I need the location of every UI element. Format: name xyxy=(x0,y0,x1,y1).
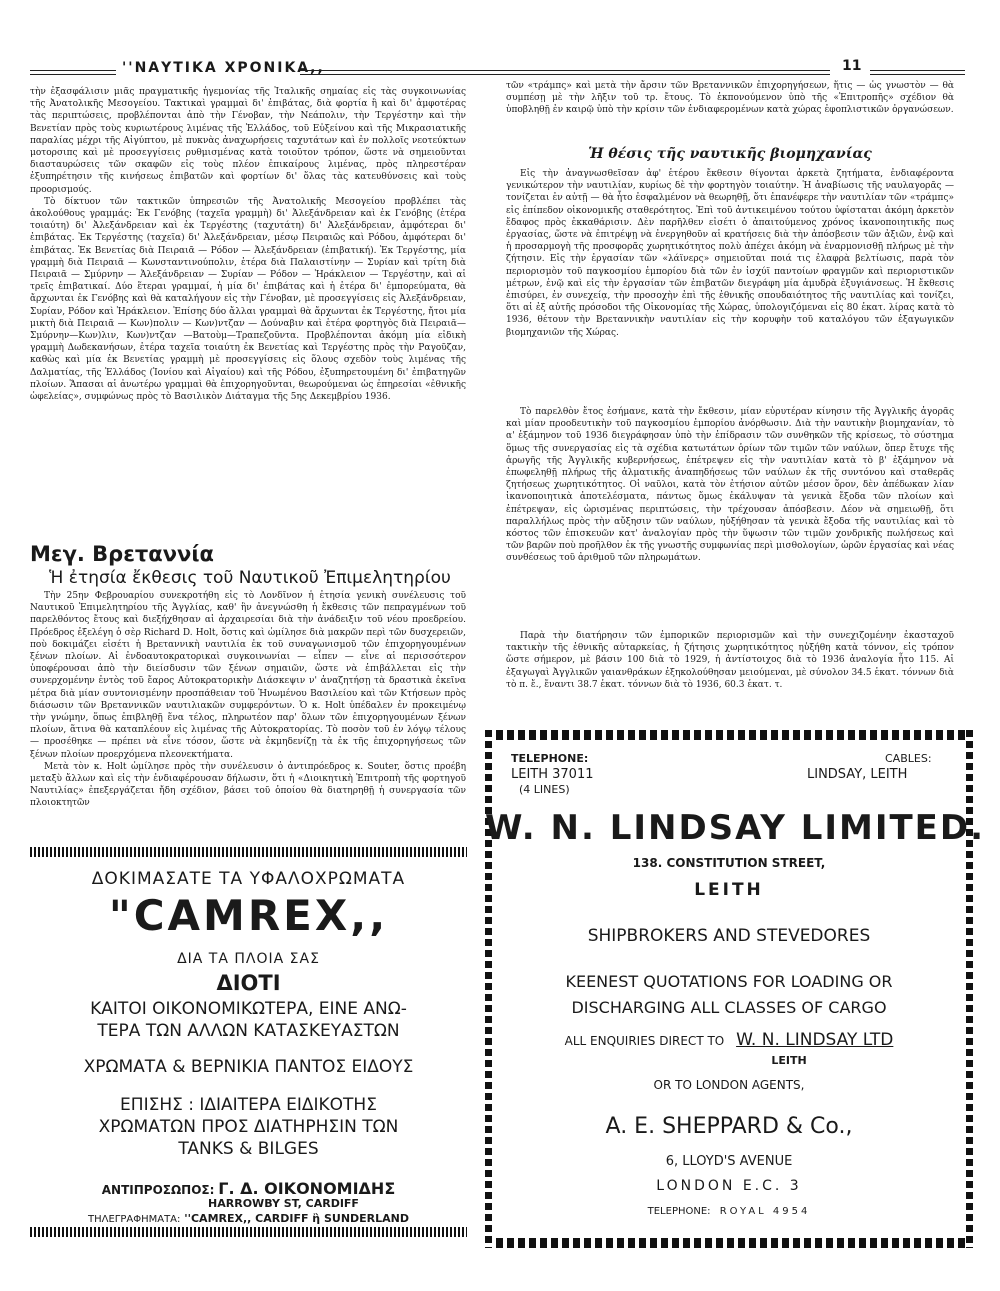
article-paragraph: τὴν ἐξασφάλισιν μιᾶς πραγματικῆς ἡγεμονίας τῆς Ἰταλικῆς σημαίας εἰς τὰς συγκοινωνίας τῆς Ἀνατολικῆς Μεσογείου. Τακτικαὶ γραμμαὶ δι' ἐπιβάτας, διὰ φορτία ἢ καὶ δι' ἀμφοτέρας τὰς περιπτώσεις, προβλέπονται ἀπὸ τὴν Γένοβαν, τὴν Νεάπολιν, τὴν Τεργέστην καὶ τὴν Βενετίαν πρὸς τοὺς κυριωτέρους λιμένας τῆς Ἑλλάδος, τοῦ Εὐξείνου καὶ τῆς Μικρασιατικῆς παραλίας μέχρι τῆς Αἰγύπτου, μὲ πυκνὰς ἀναχωρήσεις ταχυτάτων καὶ ἐν πολλοῖς νεοτεύκτων μοτορσιπς καὶ μὲ προσεγγίσεις ρυθμισμένας κατὰ τοιοῦτον τρόπον, ὥστε νὰ σημειοῦνται διασταυρώσεις τῶν σκαφῶν εἰς τοὺς πλέον ἐπικαίρους λιμένας, πρὸς πληρεστέραν ἐξυπηρέτησιν τῆς κινήσεως ἐπιβατῶν καὶ φορτίων δι' ὅλας τὰς κατευθύνσεις καὶ τοὺς προορισμούς. xyxy=(30,87,466,195)
article-paragraph: Μετὰ τὸν κ. Holt ὡμίλησε πρὸς τὴν συνέλευσιν ὁ ἀντιπρόεδρος κ. Souter, ὅστις προέβη μεταξὺ ἄλλων καὶ εἰς τὴν ἐνδιαφέρουσαν δήλωσιν, ὅτι ἡ «Διοικητικὴ Ἐπιτροπὴ τῆς φορτηγοῦ Ναυτιλίας» ἐπεξεργάζεται ἤδη σχέδιον, βάσει τοῦ ὁποίου θὰ διατηρηθῇ ἡ συνεργασία τῶν πλοιοκτητῶν xyxy=(30,761,466,809)
article-paragraph: Τὸ παρελθὸν ἔτος ἐσήμανε, κατὰ τὴν ἔκθεσιν, μίαν εὐρυτέραν κίνησιν τῆς Ἀγγλικῆς ἀγορᾶς καὶ μίαν προοδευτικὴν τοῦ παγκοσμίου ἐμπορίου ἀνόρθωσιν. Διὰ τὴν ναυτικὴν βιομηχανίαν, τὸ α' ἑξάμηνον τοῦ 1936 διεγράφησαν ὑπὸ τὴν ἐπίδρασιν τῶν συνθηκῶν τῆς κρίσεως, τὸ σύστημα ὅμως τῆς συνεργασίας εἰς τὰ σχέδια κατωτάτων ὁρίων τῶν τιμῶν τῶν ναύλων, ὅπερ ἔτυχε τῆς ἀρωγῆς τῆς Ἀγγλικῆς κυβερνήσεως, ἐπέτρεψεν εἰς τὴν ναυτιλίαν κατὰ τὸ β' ἑξάμηνον νὰ ἐπωφεληθῇ πλήρως τῆς ἀλματικῆς ἀναπηδήσεως τῶν ναύλων ἐκ τῆς συντόνου καὶ σταθερᾶς ζητήσεως χωρητικότητος. Οἱ ναῦλοι, κατὰ τὸν ἐτήσιον αὐτῶν μέσον ὅρον, δὲν ἀπέδωκαν λίαν ἱκανοποιητικὰ ἀποτελέσματα, πάντως ὅμως ἐκάλυψαν τὰ γενικὰ ἔξοδα τῶν πλοίων καὶ ἐπέτρεψαν, εἰς ὡρισμένας περιπτώσεις, τὴν τρέχουσαν ἀπόσβεσιν. Δέον νὰ σημειωθῇ, ὅτι παραλλήλως πρὸς τὴν αὔξησιν τῶν ναύλων, ηὐξήθησαν τὰ γενικὰ ἔξοδα τῆς ναυτιλίας καὶ τὸ κόστος τῶν ἐπισκευῶν κατ' ἀναλογίαν πρὸς τὴν ὕψωσιν τῶν τιμῶν χονδρικῆς πωλήσεως καὶ τῶν βαρῶν ποὺ προῆλθον ἐκ τῆς γνωστῆς συμφωνίας περὶ μισθολογίων, ὡρῶν ἐργασίας καὶ νέας συνθέσεως τοῦ ἀριθμοῦ τῶν πληρωμάτων. xyxy=(506,407,954,564)
agent-address: HARROWBY ST, CARDIFF xyxy=(208,1197,359,1210)
header-rule-right xyxy=(870,70,965,75)
cables-value: LINDSAY, LEITH xyxy=(807,767,908,782)
ad-border-bottom xyxy=(485,1238,973,1248)
article-heading: Ἡ θέσις τῆς ναυτικῆς βιομηχανίας xyxy=(588,146,872,162)
telegram-line xyxy=(30,1212,467,1225)
company-address: 138. CONSTITUTION STREET, xyxy=(632,856,826,870)
ad-line: ΤΕΡΑ ΤΩΝ ΑΛΛΩΝ ΚΑΤΑΣΚΕΥΑΣΤΩΝ xyxy=(97,1021,400,1041)
ad-line: ΧΡΩΜΑΤΩΝ ΠΡΟΣ ΔΙΑΤΗΡΗΣΙΝ ΤΩΝ xyxy=(98,1117,399,1137)
industry-article-cont xyxy=(506,406,954,626)
journal-title: ''ΝΑΥΤΙΚΑ ΧΡΟΝΙΚΑ,, xyxy=(122,60,325,76)
ad-line: ΧΡΩΜΑΤΑ & ΒΕΡΝΙΚΙΑ ΠΑΝΤΟΣ ΕΙΔΟΥΣ xyxy=(83,1057,414,1077)
brand-name: "CAMREX,, xyxy=(108,891,389,940)
agent-company: A. E. SHEPPARD & Co., xyxy=(605,1114,853,1139)
lindsay-advertisement xyxy=(485,730,986,1248)
cables-label: CABLES: xyxy=(885,752,932,765)
agent-line xyxy=(30,1179,467,1198)
agent-address: 6, LLOYD'S AVENUE xyxy=(665,1154,793,1169)
telephone-lines: (4 LINES) xyxy=(519,783,570,796)
header-rule-middle xyxy=(300,70,830,75)
agent-city: LONDON E.C. 3 xyxy=(656,1178,802,1194)
agent-label: ΑΝΤΙΠΡΟΣΩΠΟΣ: xyxy=(101,1183,215,1197)
section-heading: Μεγ. Βρεταννία xyxy=(30,542,214,566)
page-number: 11 xyxy=(842,58,862,74)
ad-border-top xyxy=(30,847,467,857)
article-paragraph: Τὴν 25ην Φεβρουαρίου συνεκροτήθη εἰς τὸ Λονδῖνον ἡ ἐτησία γενικὴ συνέλευσις τοῦ Ναυτικοῦ Ἐπιμελητηρίου τῆς Ἀγγλίας, καθ' ἣν ἀνεγνώσθη ἡ ἔκθεσις τῶν πεπραγμένων τοῦ παρελθόντος ἔτους καὶ διεξήχθησαν αἱ ἀρχαιρεσίαι διὰ τὴν ἀνάδειξιν τοῦ νέου προεδρείου. Πρόεδρος ἐξελέγη ὁ σὲρ Richard D. Holt, ὅστις καὶ ὡμίλησε διὰ μακρῶν περὶ τῶν δυσχερειῶν, ποὺ δοκιμάζει εἰσέτι ἡ Βρεταννικὴ ναυτιλία ἐκ τοῦ συναγωνισμοῦ τῶν ἐπιχορηγουμένων ξένων πλοίων. Αἱ ἐνδοαυτοκρατορικαὶ συγκοινωνίαι — εἶπεν — εἶνε αἱ περισσότερον ὑποφέρουσαι ἀπὸ τὴν διείσδυσιν τῶν ξένων σημαιῶν, ὥστε νὰ ἐπιβάλλεται εἰς τὴν συνερχομένην ἐντὸς τοῦ ἔαρος Αὐτοκρατορικὴν Διάσκεψιν ν' ἀναζητήσῃ τὰ δραστικὰ ἐκεῖνα μέτρα διὰ μίαν συντονισμένην προσπάθειαν τοῦ Ἡνωμένου Βασιλείου καὶ τῶν Κτήσεων πρὸς διάσωσιν τῶν Βρεταννικῶν ναυτιλιακῶν συμφερόντων. Ὁ κ. Holt ὑπέδαλεν ἐν προκειμένῳ τὴν γνώμην, ὅπως ἐπιβληθῇ ἕνα τέλος, πληρωτέον παρ' ὅλων τῶν ἐπιχορηγουμένων ξένων πλοίων, ἅτινα θὰ καταπλέουν εἰς λιμένας τῆς Αὐτοκρατορίας. Τὸ ποσὸν τοῦ ἐν λόγῳ τέλους — προσέθηκε — πρέπει νὰ εἶνε τόσον, ὥστε νὰ ἐκμηδενίζῃ τὰ ἐκ τῆς ἐπιχορηγήσεως τῶν ξένων πλοίων προερχόμενα πλεονεκτήματα. xyxy=(30,591,466,760)
enquiries-name: W. N. LINDSAY LTD xyxy=(736,1030,894,1050)
telephone-label: TELEPHONE: xyxy=(511,752,589,765)
section-subheading: Ἡ ἐτησία ἔκθεσις τοῦ Ναυτικοῦ Ἐπιμελητηρίου xyxy=(49,568,451,588)
industry-article xyxy=(506,168,954,406)
ad-line: ΔΙΑ ΤΑ ΠΛΟΙΑ ΣΑΣ xyxy=(177,951,320,967)
header-rule-left xyxy=(30,70,116,75)
article-paragraph: Παρὰ τὴν διατήρησιν τῶν ἐμπορικῶν περιορισμῶν καὶ τὴν συνεχιζομένην ἑκασταχοῦ τακτικὴν τῆς ἐθνικῆς αὐταρκείας, ἡ ζήτησις χωρητικότητος ηὐξήθη κατὰ τόννον, εἰς τρόπον ὥστε σήμερον, μὲ βάσιν 100 διὰ τὸ 1929, ἡ ἀντίστοιχος διὰ τὸ 1936 ἀναλογία ἦτο 115. Αἱ ἐξαγωγαὶ Ἀγγλικῶν γαιανθράκων ἐξηκολούθησαν μειούμεναι, μὲ σύνολον 34.5 ἑκατ. τόννων διὰ τὸ π. ἔ., ἔναντι 38.7 ἑκατ. τόννων διὰ τὸ 1936, 60.3 ἑκατ. τ. xyxy=(506,631,954,690)
company-name: W. N. LINDSAY LIMITED. xyxy=(485,808,986,848)
enquiries-city: LEITH xyxy=(771,1054,807,1067)
agents-line: OR TO LONDON AGENTS, xyxy=(653,1078,805,1092)
industry-article-end xyxy=(506,630,954,712)
article-paragraph: Τὸ δίκτυον τῶν τακτικῶν ὑπηρεσιῶν τῆς Ἀνατολικῆς Μεσογείου προβλέπει τὰς ἀκολούθους γραμμάς: Ἐκ Γενόβης (ταχεῖα γραμμὴ) δι' Ἀλεξάνδρειαν καὶ ἐκ Γενόβης (ἑτέρα τοιαύτη) δι' Ἀλεξάνδρειαν καὶ ἐκ Τεργέστης (ταχυτάτη) δι' Ἀλεξάνδρειαν, ἀμφότεραι δι' ἐπιβάτας. Ἐκ Τεργέστης (ταχεῖα) δι' Ἀλεξάνδρειαν, μέσῳ Πειραιῶς καὶ Ρόδου, ἀμφότεραι δι' ἐπιβάτας. Ἐκ Βενετίας διὰ Πειραιᾶ — Ρόδον — Ἀλεξάνδρειαν (ἐπιβατική). Ἐκ Τεργέστης, μία γραμμὴ διὰ Πειραιᾶ — Κωνσταντινούπολιν, ἑτέρα διὰ Παλαιστίνην — Συρίαν καὶ τρίτη διὰ Πειραιᾶ — Σμύρνην — Ἀλεξάνδρειαν — Συρίαν — Ρόδον — Ἡράκλειον — Τεργέστην, καὶ αἱ τρεῖς ἐπιβατικαί. Δύο ἕτεραι γραμμαί, ἡ μία δι' ἐπιβάτας καὶ ἡ ἑτέρα δι' ἐμπορεύματα, θὰ ἄρχωνται ἐκ Γενόβης καὶ θὰ καταλήγουν εἰς τὴν Γένοβαν, μὲ προσεγγίσεις εἰς Ἀλεξάνδρειαν, Συρίαν, Ρόδον καὶ Ἡράκλειον. Ἐπίσης δύο ἄλλαι γραμμαὶ θὰ ἄρχωνται ἐκ Τεργέστης, ἤτοι μία μικτὴ διὰ Πειραιᾶ — Κων)πολιν — Κων)ντζαν — Δούναβιν καὶ ἑτέρα φορτηγὸς διὰ Πειραιᾶ—Σμύρνην—Κων)λιν, Κων)ντζαν —Βατοὺμ—Τραπεζοῦντα. Προβλέπονται ἀκόμη μία εἰδικὴ γραμμὴ Δωδεκανήσων, ἑτέρα ταχεῖα τοιαύτη ἐκ Βενετίας καὶ Τεργέστης πρὸς τὴν Ραγοῦζαν, καθὼς καὶ μία ἐκ Βενετίας γραμμὴ μὲ προσεγγίσεις εἰς ὅλους σχεδὸν τοὺς λιμένας τῆς Δαλματίας, τῆς Ἑλλάδος (Ἰονίου καὶ Αἰγαίου) καὶ τῆς Ρόδου, ἐξυπηρετουμένη δι' ἐπιβατηγῶν πλοίων. Ἅπασαι αἱ ἀνωτέρω γραμμαὶ θὰ ἐπιχορηγοῦνται, θεωρούμεναι ὡς ἐπηρεσίαι «ἐθνικῆς ὠφελείας», συμφώνως πρὸς τὸ Βασιλικὸν Διάταγμα τῆς 5ης Δεκεμβρίου 1936. xyxy=(30,196,466,403)
ad-line: ΚΑΙΤΟΙ ΟΙΚΟΝΟΜΙΚΩΤΕΡΑ, ΕΙΝΕ ΑΝΩ- xyxy=(90,999,407,1019)
article-paragraph: τῶν «τράμπς» καὶ μετὰ τὴν ἄρσιν τῶν Βρεταννικῶν ἐπιχορηγήσεων, ἥτις — ὡς γνωστὸν — θὰ συμπέσῃ μὲ τὴν λῆξιν τοῦ τρ. ἔτους. Τὸ ἐκπονούμενον ὑπὸ τῆς «Ἐπιτροπῆς» σχέδιον θὰ ὑποβληθῇ ἐν καιρῷ ὑπὸ τὴν κρίσιν τῶν ἐνδιαφερομένων κατὰ χώρας ἐφοπλιστικῶν ὀργανώσεων. xyxy=(506,81,954,116)
italian-lines-article xyxy=(30,86,466,538)
continued-article xyxy=(506,80,954,144)
ad-border-top xyxy=(485,730,973,740)
camrex-advertisement xyxy=(30,847,467,1237)
ad-border-bottom xyxy=(30,1227,467,1237)
telegram-label: ΤΗΛΕΓΡΑΦΗΜΑΤΑ: xyxy=(87,1214,181,1225)
quotation-line: DISCHARGING ALL CLASSES OF CARGO xyxy=(571,998,887,1017)
enquiries-prefix: ALL ENQUIRIES DIRECT TO xyxy=(564,1034,725,1048)
agent-name: Γ. Δ. ΟΙΚΟΝΟΜΙΔΗΣ xyxy=(218,1179,396,1198)
telegram-value: ''CAMREX,, CARDIFF ἢ SUNDERLAND xyxy=(184,1212,410,1225)
ad-line: TANKS & BILGES xyxy=(178,1139,319,1159)
enquiries-line xyxy=(485,1030,973,1050)
company-city: LEITH xyxy=(694,880,764,900)
business-line: SHIPBROKERS AND STEVEDORES xyxy=(587,926,871,946)
british-report-article xyxy=(30,590,466,846)
ad-line: ΔΙΟΤΙ xyxy=(216,971,281,995)
agent-phone-label: TELEPHONE: xyxy=(647,1206,711,1217)
agent-phone xyxy=(485,1206,973,1217)
ad-line: ΕΠΙΣΗΣ : ΙΔΙΑΙΤΕΡΑ ΕΙΔΙΚΟΤΗΣ xyxy=(120,1095,377,1115)
ad-headline: ΔΟΚΙΜΑΣΑΤΕ ΤΑ ΥΦΑΛΟΧΡΩΜΑΤΑ xyxy=(91,869,406,889)
agent-phone-value: ROYAL 4954 xyxy=(719,1206,811,1217)
quotation-line: KEENEST QUOTATIONS FOR LOADING OR xyxy=(565,972,893,991)
telephone-value: LEITH 37011 xyxy=(511,767,594,782)
article-paragraph: Εἰς τὴν ἀναγνωσθεῖσαν ἀφ' ἑτέρου ἔκθεσιν θίγονται ἀρκετὰ ζητήματα, ἐνδιαφέροντα γενικώτερον τὴν ναυτιλίαν, κυρίως δὲ τὴν φορτηγὸν τοιαύτην. Ἡ ἀναβίωσις τῆς ναυλαγορᾶς — τονίζεται ἐν αὐτῇ — θὰ ἦτο ἐσφαλμένον νὰ θεωρηθῇ, ὅτι ἐπανέφερε τὴν ναυτιλίαν τῶν «τράμπς» εἰς ἐπίπεδον οἰκονομικῆς σταθερότητος. Ἐπὶ τοῦ ἀντικειμένου τούτου ὑφίσταται ἀκόμη ἀρκετὸν ἔδαφος πρὸς ἐκκαθάρισιν. Δὲν παρῆλθεν εἰσέτι ὁ ἀπαιτούμενος χρόνος ἱκανοποιητικῆς πως ἐργασίας, ὥστε νὰ ἐπιτρέψῃ νὰ ἐνεργηθοῦν αἱ κρατήσεις διὰ τὴν ἀπόσβεσιν τῶν ἀξιῶν, ἐνῷ καὶ ἡ προσαρμογὴ τῆς προσφορᾶς χωρητικότητος πολὺ ἀπέχει ἀκόμη νὰ ἐναρμονισθῇ πλήρως μὲ τὴν ζήτησιν. Εἰς τὴν ἐργασίαν τῶν «λάϊνερς» σημειοῦται ποιά τις ἐλαφρὰ βελτίωσις, παρὰ τὸν περιορισμὸν τοῦ παγκοσμίου ἐμπορίου διὰ τῶν ἐν ἰσχύϊ παντοίων φραγμῶν καὶ περιοριστικῶν μέτρων, ἐνῷ καὶ εἰς τὴν ἐργασίαν τῶν ἐπιβατῶν διεγράφη μία ἀμυδρὰ ἐξυγιάνσεως. Ἡ ἔκθεσις ἐπισύρει, ἐν συνεχείᾳ, τὴν προσοχὴν ἐπὶ τῆς ἐθνικῆς σπουδαιότητος τῆς ναυτιλίας καὶ τονίζει, ὅτι αἱ ἐξ αὐτῆς πρόσοδοι τῆς Οἰκονομίας τῆς Χώρας, ὑπολογιζόμεναι εἰς 80 ἑκατ. λίρας κατὰ τὸ 1936, θέτουν τὴν Βρεταννικὴν ναυτιλίαν εἰς τὴν κορυφὴν τοῦ καταλόγου τῶν ἐξαγωγικῶν βιομηχανιῶν τῆς Χώρας. xyxy=(506,169,954,338)
